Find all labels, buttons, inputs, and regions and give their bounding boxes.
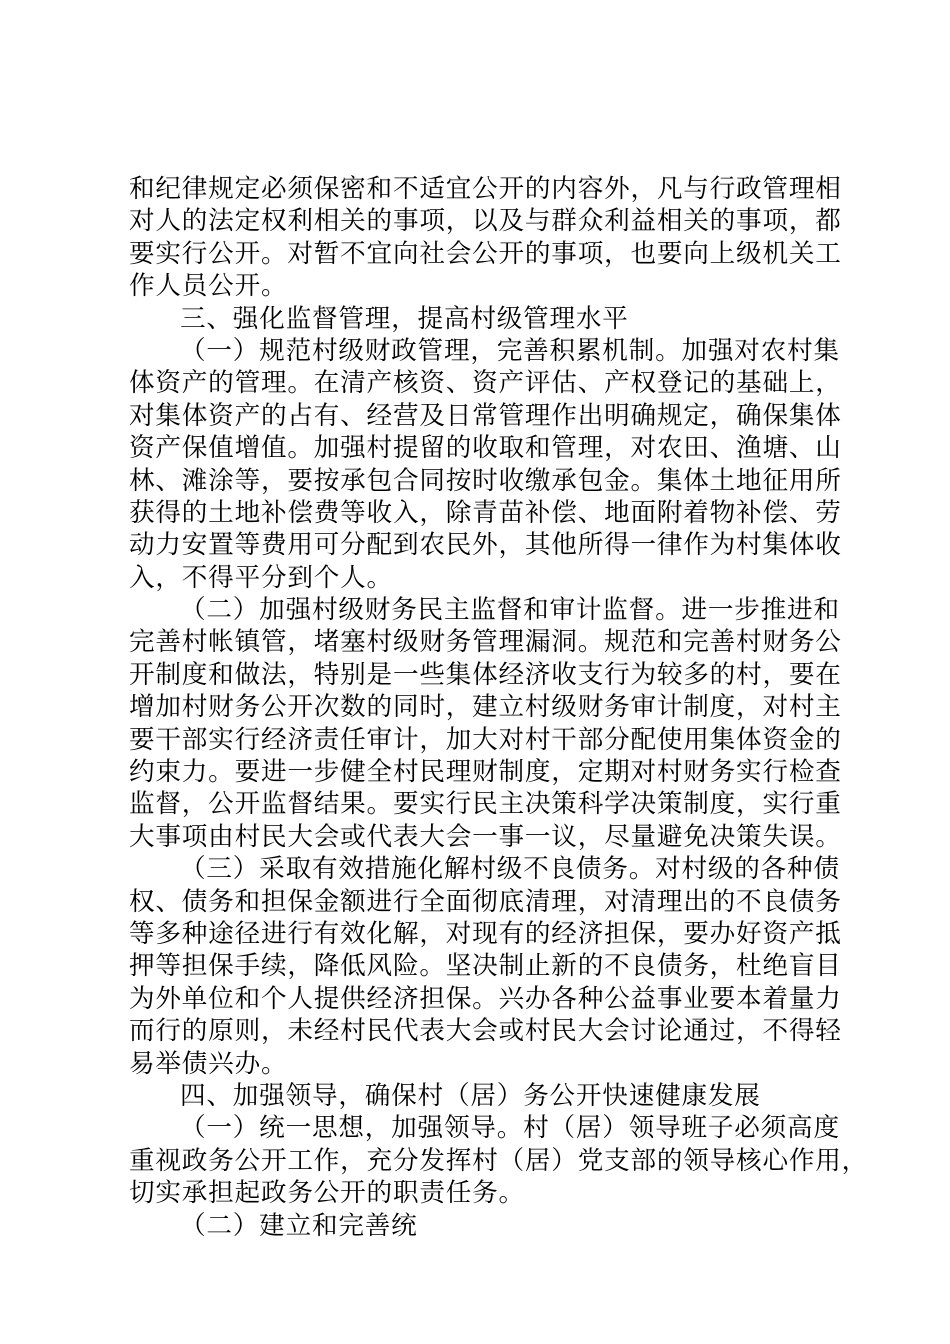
text-line: 对集体资产的占有、经营及日常管理作出明确规定，确保集体 — [129, 400, 842, 431]
text-line: 动力安置等费用可分配到农民外，其他所得一律作为村集体收 — [129, 530, 842, 561]
text-line: 押等担保手续，降低风险。坚决制止新的不良债务，杜绝盲目 — [129, 951, 842, 982]
text-line: 约束力。要进一步健全村民理财制度，定期对村财务实行检查 — [129, 757, 842, 788]
paragraph-first-line: （三）采取有效措施化解村级不良债务。对村级的各种债 — [180, 854, 840, 885]
text-line: 增加村财务公开次数的同时，建立村级财务审计制度，对村主 — [129, 692, 842, 723]
document-body — [129, 173, 869, 1242]
text-line: 监督，公开监督结果。要实行民主决策科学决策制度，实行重 — [129, 789, 842, 820]
text-line: 权、债务和担保金额进行全面彻底清理，对清理出的不良债务 — [129, 886, 842, 917]
paragraph-first-line: 三、强化监督管理，提高村级管理水平 — [180, 303, 629, 334]
paragraph-first-line: （一）规范村级财政管理，完善积累机制。加强对农村集 — [180, 335, 840, 366]
paragraph-first-line: （二）建立和完善统 — [180, 1210, 418, 1241]
text-line: 要干部实行经济责任审计，加大对村干部分配使用集体资金的 — [129, 724, 842, 755]
text-line: 和纪律规定必须保密和不适宜公开的内容外，凡与行政管理相 — [129, 174, 842, 204]
paragraph-first-line: 四、加强领导，确保村（居）务公开快速健康发展 — [180, 1080, 761, 1111]
text-line: 切实承担起政务公开的职责任务。 — [129, 1178, 525, 1209]
text-line: 体资产的管理。在清产核资、资产评估、产权登记的基础上， — [129, 368, 842, 399]
text-line: 林、滩涂等，要按承包合同按时收缴承包金。集体土地征用所 — [129, 465, 842, 496]
text-line: 为外单位和个人提供经济担保。兴办各种公益事业要本着量力 — [129, 983, 842, 1014]
text-line: 入，不得平分到个人。 — [129, 562, 393, 593]
text-line: 资产保值增值。加强村提留的收取和管理，对农田、渔塘、山 — [129, 433, 842, 464]
text-line: 获得的土地补偿费等收入，除青苗补偿、地面附着物补偿、劳 — [129, 497, 842, 528]
text-line: 作人员公开。 — [129, 271, 288, 302]
text-line: 要实行公开。对暂不宜向社会公开的事项，也要向上级机关工 — [129, 238, 842, 269]
text-line: 对人的法定权利相关的事项，以及与群众利益相关的事项，都 — [129, 206, 842, 237]
text-line: 大事项由村民大会或代表大会一事一议，尽量避免决策失误。 — [129, 821, 842, 852]
text-line: 而行的原则，未经村民代表大会或村民大会讨论通过，不得轻 — [129, 1016, 842, 1047]
text-line: 易举债兴办。 — [129, 1048, 288, 1079]
text-line: 开制度和做法，特别是一些集体经济收支行为较多的村，要在 — [129, 659, 842, 690]
paragraph-first-line: （一）统一思想，加强领导。村（居）领导班子必须高度 — [180, 1113, 840, 1144]
paragraph-first-line: （二）加强村级财务民主监督和审计监督。进一步推进和 — [180, 595, 840, 626]
text-line: 等多种途径进行有效化解，对现有的经济担保，要办好资产抵 — [129, 918, 842, 949]
text-line: 重视政务公开工作，充分发挥村（居）党支部的领导核心作用， — [129, 1145, 869, 1176]
text-line: 完善村帐镇管，堵塞村级财务管理漏洞。规范和完善村财务公 — [129, 627, 842, 658]
